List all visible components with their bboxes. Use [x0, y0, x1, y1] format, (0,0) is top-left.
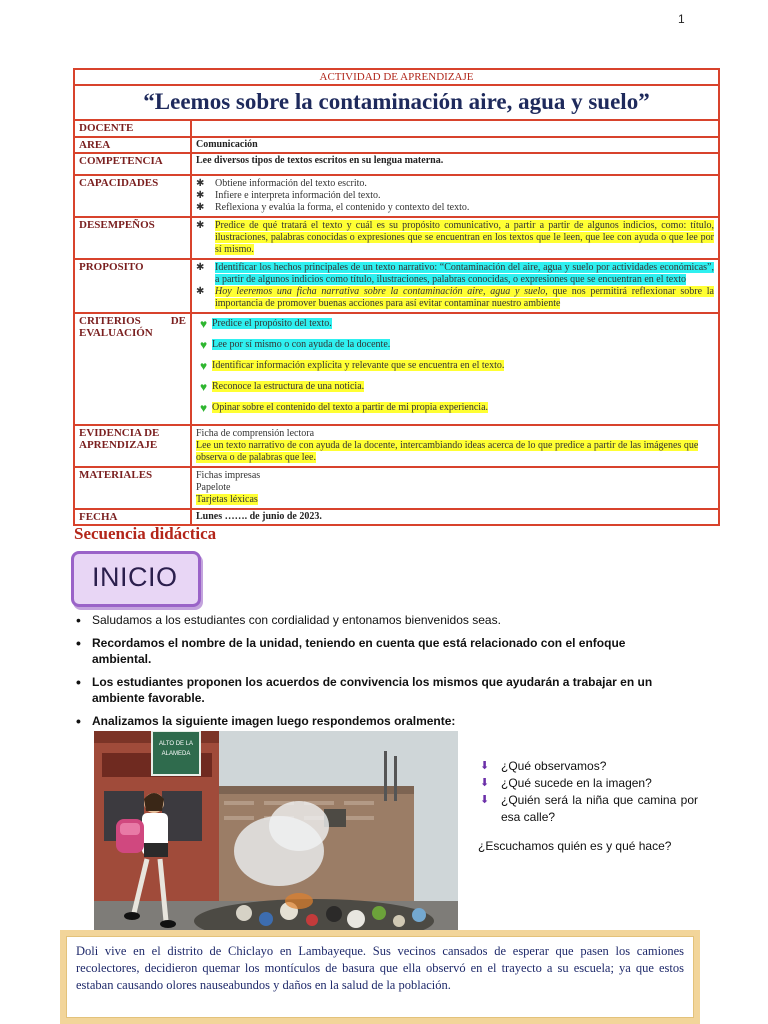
list-item: ✱ Obtiene información del texto escrito.: [196, 178, 367, 189]
heart-icon: ♥: [200, 380, 208, 394]
fecha-value: Lunes ……. de junio de 2023.: [196, 511, 322, 522]
desempenos-row: [75, 216, 718, 258]
asterisk-icon: ✱: [196, 262, 205, 273]
question-list: [478, 758, 698, 826]
list-item: ♥ Opinar sobre el contenido del texto a partir de mi propia experiencia.: [200, 401, 489, 415]
list-item: ♥ Lee por sí mismo o con ayuda de la docente.: [200, 338, 391, 352]
heart-icon: ♥: [200, 317, 208, 331]
proposito-label: PROPOSITO: [75, 260, 192, 312]
materiales-label: MATERIALES: [75, 468, 192, 508]
list-item: [196, 262, 714, 286]
list-item: • Analizamos la siguiente imagen luego respondemos oralmente:: [76, 713, 676, 729]
docente-value: [192, 121, 718, 136]
arrow-icon: ⬇: [480, 760, 490, 772]
asterisk-icon: ✱: [196, 286, 205, 297]
proposito-text-2-italic: Hoy leeremos una ficha narrativa sobre la contaminación aire, agua y suelo: [215, 286, 546, 297]
docente-label: DOCENTE: [75, 121, 192, 136]
activity-table: [73, 68, 720, 526]
competencia-label: COMPETENCIA: [75, 154, 192, 174]
proposito-text-1: Identificar los hechos principales de un texto narrativo: “Contaminación del aire, agua y suelo por actividades económicas”, a partir de algunos indicios como título, ilustraciones, palabras conocidas, o expresiones que se encuentran en el texto: [215, 262, 714, 285]
docente-row: [75, 119, 718, 136]
competencia-value: Lee diversos tipos de textos escritos en su lengua materna.: [196, 155, 444, 166]
fecha-row: [75, 508, 718, 524]
materiales-row: [75, 466, 718, 508]
svg-text:ALAMEDA: ALAMEDA: [161, 751, 191, 757]
proposito-row: [75, 258, 718, 312]
material-item: Fichas impresas: [196, 470, 261, 481]
story-text: Doli vive en el distrito de Chiclayo en Lambayeque. Sus vecinos cansados de esperar que pasen los camiones recolectores, decidieron quemar los montículos de basura que ella observó en el trayecto a su escuela; ya que estos estaban causando olores nauseabundos y daños en la salud de la población.: [66, 936, 694, 1018]
heart-icon: ♥: [200, 401, 208, 415]
street-pollution-photo: [94, 731, 458, 946]
svg-text:ALTO DE LA: ALTO DE LA: [158, 741, 194, 747]
list-item: ✱ Infiere e interpreta información del texto.: [196, 190, 381, 201]
capacidades-list: [196, 178, 714, 214]
arrow-icon: ⬇: [480, 794, 490, 806]
list-item: ♥ Identificar información explícita y relevante que se encuentra en el texto.: [200, 359, 505, 373]
arrow-icon: ⬇: [480, 777, 490, 789]
material-item: Papelote: [196, 482, 231, 493]
proposito-text-2-rest: , que nos permitirá reflexionar sobre la importancia de promover buenas acciones para así evitar contaminar nuestro ambiente: [215, 286, 714, 309]
area-label: AREA: [75, 138, 192, 152]
criterios-list: [196, 315, 714, 423]
list-item: • Saludamos a los estudiantes con cordialidad y entonamos bienvenidos seas.: [76, 612, 676, 628]
area-row: [75, 136, 718, 152]
title-row: [75, 84, 718, 119]
evidencia-line-1: Ficha de comprensión lectora: [196, 428, 315, 439]
competencia-row: [75, 152, 718, 174]
story-box: [60, 930, 700, 1024]
capacidades-label: CAPACIDADES: [75, 176, 192, 216]
evidencia-row: [75, 424, 718, 466]
list-item: [196, 220, 714, 256]
heart-icon: ♥: [200, 359, 208, 373]
list-item: ✱ Reflexiona y evalúa la forma, el contenido y contexto del texto.: [196, 202, 470, 213]
list-item: ⬇ ¿Quién será la niña que camina por esa calle?: [480, 793, 698, 824]
inicio-banner: [71, 551, 201, 607]
fecha-label: FECHA: [75, 510, 192, 524]
asterisk-icon: ✱: [196, 190, 205, 201]
desempenos-label: DESEMPEÑOS: [75, 218, 192, 258]
page-number: 1: [678, 12, 685, 26]
sequence-title: Secuencia didáctica: [74, 524, 217, 543]
desempeno-text: Predice de qué tratará el texto y cuál es su propósito comunicativo, a partir a partir de algunos indicios, como: título, ilustraciones, palabras conocidas o expresiones que se encuentran en los textos que le leen, que lee con ayuda o que lee por sí mismo.: [215, 220, 714, 255]
asterisk-icon: ✱: [196, 178, 205, 189]
list-item: • Los estudiantes proponen los acuerdos de convivencia los mismos que ayudarán a trabajar en un ambiente favorable.: [76, 674, 676, 706]
activity-title: “Leemos sobre la contaminación aire, agua y suelo”: [143, 89, 650, 114]
list-item: ⬇ ¿Qué sucede en la imagen?: [480, 776, 652, 790]
heart-icon: ♥: [200, 338, 208, 352]
list-item: [196, 286, 714, 310]
table-header-row: [75, 70, 718, 84]
list-item: ♥ Predice el propósito del texto.: [200, 317, 332, 331]
evidencia-label: EVIDENCIA DE APRENDIZAJE: [75, 426, 192, 466]
criterios-row: [75, 312, 718, 424]
capacidades-row: [75, 174, 718, 216]
asterisk-icon: ✱: [196, 202, 205, 213]
list-item: • Recordamos el nombre de la unidad, teniendo en cuenta que está relacionado con el enfoque ambiental.: [76, 635, 676, 667]
list-item: ⬇ ¿Qué observamos?: [480, 759, 607, 773]
area-value: Comunicación: [196, 139, 258, 150]
evidencia-line-2: Lee un texto narrativo de con ayuda de la docente, intercambiando ideas acerca de lo que predice a partir de las imágenes que observa o de palabras que lee.: [196, 440, 699, 463]
asterisk-icon: ✱: [196, 220, 205, 231]
material-item: Tarjetas léxicas: [196, 494, 258, 505]
inicio-label: INICIO: [92, 562, 178, 592]
criterios-label: CRITERIOS DE EVALUACIÓN: [75, 314, 192, 424]
list-item: ♥ Reconoce la estructura de una noticia.: [200, 380, 365, 394]
followup-question: ¿Escuchamos quién es y qué hace?: [478, 839, 672, 853]
intro-points: [76, 612, 676, 736]
activity-label: ACTIVIDAD DE APRENDIZAJE: [319, 71, 474, 83]
